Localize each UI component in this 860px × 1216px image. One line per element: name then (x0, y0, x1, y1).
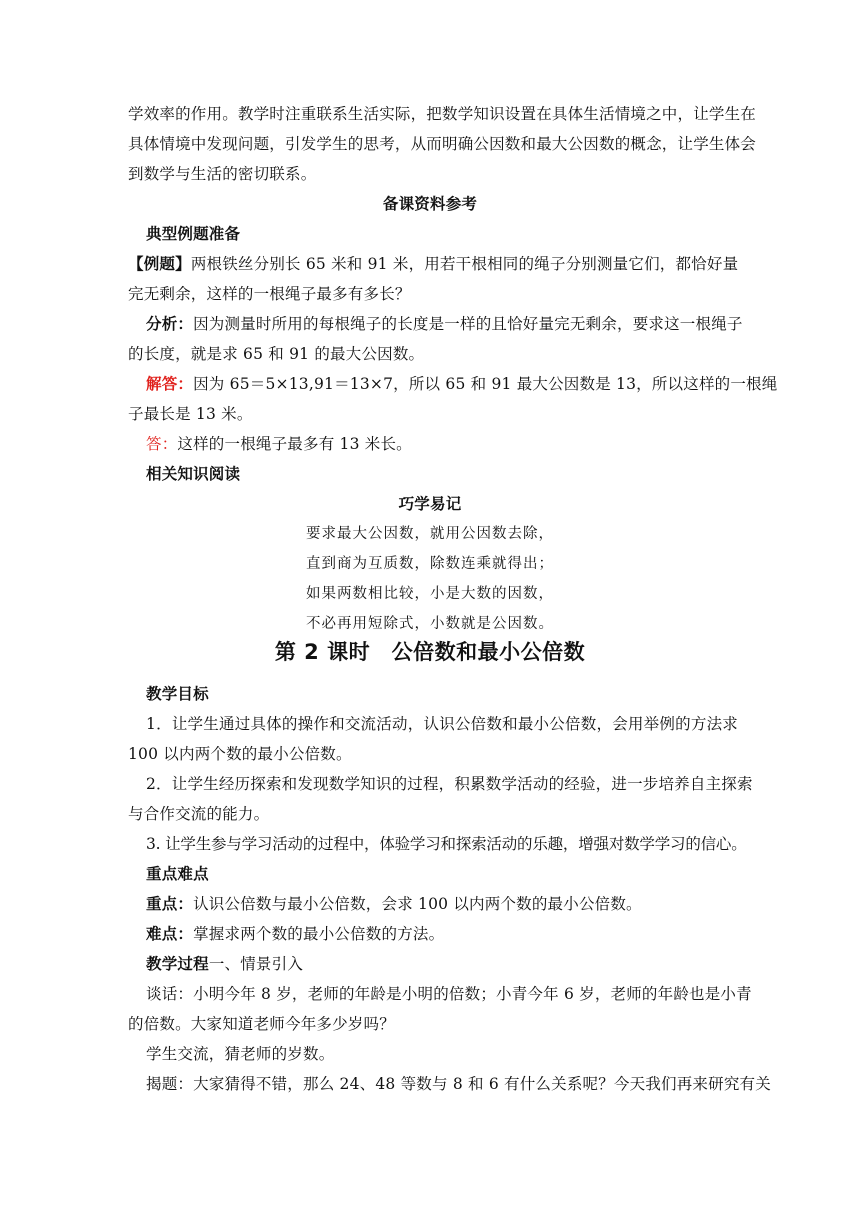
example-line: 【例题】两根铁丝分别长 65 米和 91 米，用若干根相同的绳子分别测量它们，都恰好量 (128, 255, 739, 273)
talk-line: 的倍数。大家知道老师今年多少岁吗？ (128, 1015, 395, 1033)
goal-line: 与合作交流的能力。 (128, 805, 270, 823)
analysis-label: 分析： (146, 315, 194, 333)
poem-line: 直到商为互质数，除数连乘就得出； (306, 556, 554, 572)
section-heading: 备课资料参考 (382, 195, 478, 213)
goal-line: 3. 让学生参与学习活动的过程中，体验学习和探索活动的乐趣，增强对数学学习的信心。 (146, 835, 747, 853)
answer-label: 答： (146, 435, 178, 453)
answer-line: 答：这样的一根绳子最多有 13 米长。 (146, 435, 412, 453)
reveal-line: 揭题：大家猜得不错，那么 24、48 等数与 8 和 6 有什么关系呢？今天我们再来研究有关 (146, 1075, 771, 1093)
poem-line: 不必再用短除式，小数就是公因数。 (306, 616, 554, 632)
goal-line: 2．让学生经历探索和发现数学知识的过程，积累数学活动的经验，进一步培养自主探索 (146, 775, 753, 793)
example-line: 完无剩余，这样的一根绳子最多有多长？ (128, 285, 411, 303)
talk-line: 谈话：小明今年 8 岁，老师的年龄是小明的倍数；小青今年 6 岁，老师的年龄也是小青 (146, 985, 752, 1003)
paragraph-line: 学效率的作用。教学时注重联系生活实际，把数学知识设置在具体生活情境之中，让学生在 (128, 105, 757, 123)
analysis-line: 分析：因为测量时所用的每根绳子的长度是一样的且恰好量完无剩余，要求这一根绳子 (146, 315, 743, 333)
solution-label: 解答： (146, 375, 194, 393)
subheading-process: 教学过程 (146, 955, 209, 973)
goal-line: 100 以内两个数的最小公倍数。 (128, 745, 352, 763)
poem-line: 如果两数相比较，小是大数的因数， (306, 586, 554, 602)
paragraph-line: 具体情境中发现问题，引发学生的思考，从而明确公因数和最大公因数的概念，让学生体会 (128, 135, 757, 153)
paragraph-line: 到数学与生活的密切联系。 (128, 165, 317, 183)
poem-line: 要求最大公因数，就用公因数去除， (306, 526, 554, 542)
key-label: 重点： (146, 895, 194, 913)
goal-line: 1．让学生通过具体的操作和交流活动，认识公倍数和最小公倍数，会用举例的方法求 (146, 715, 738, 733)
process-line: 教学过程一、情景引入 (146, 955, 304, 973)
subheading-key: 重点难点 (146, 865, 209, 883)
lesson-title: 第 2 课时 公倍数和最小公倍数 (274, 640, 586, 664)
subheading-goals: 教学目标 (146, 685, 209, 703)
subheading-reading: 相关知识阅读 (146, 465, 241, 483)
key-line: 重点：认识公倍数与最小公倍数，会求 100 以内两个数的最小公倍数。 (146, 895, 642, 913)
solution-line: 子最长是 13 米。 (128, 405, 253, 423)
difficult-line: 难点：掌握求两个数的最小公倍数的方法。 (146, 925, 445, 943)
difficult-label: 难点： (146, 925, 194, 943)
poem-title: 巧学易记 (398, 495, 462, 513)
example-tag: 【例题】 (128, 255, 191, 273)
solution-line: 解答：因为 65＝5×13,91＝13×7，所以 65 和 91 最大公因数是 13，所以这样的一根绳 (146, 375, 778, 393)
student-line: 学生交流，猜老师的岁数。 (146, 1045, 335, 1063)
analysis-line: 的长度，就是求 65 和 91 的最大公因数。 (128, 345, 425, 363)
subheading-example: 典型例题准备 (146, 225, 241, 243)
